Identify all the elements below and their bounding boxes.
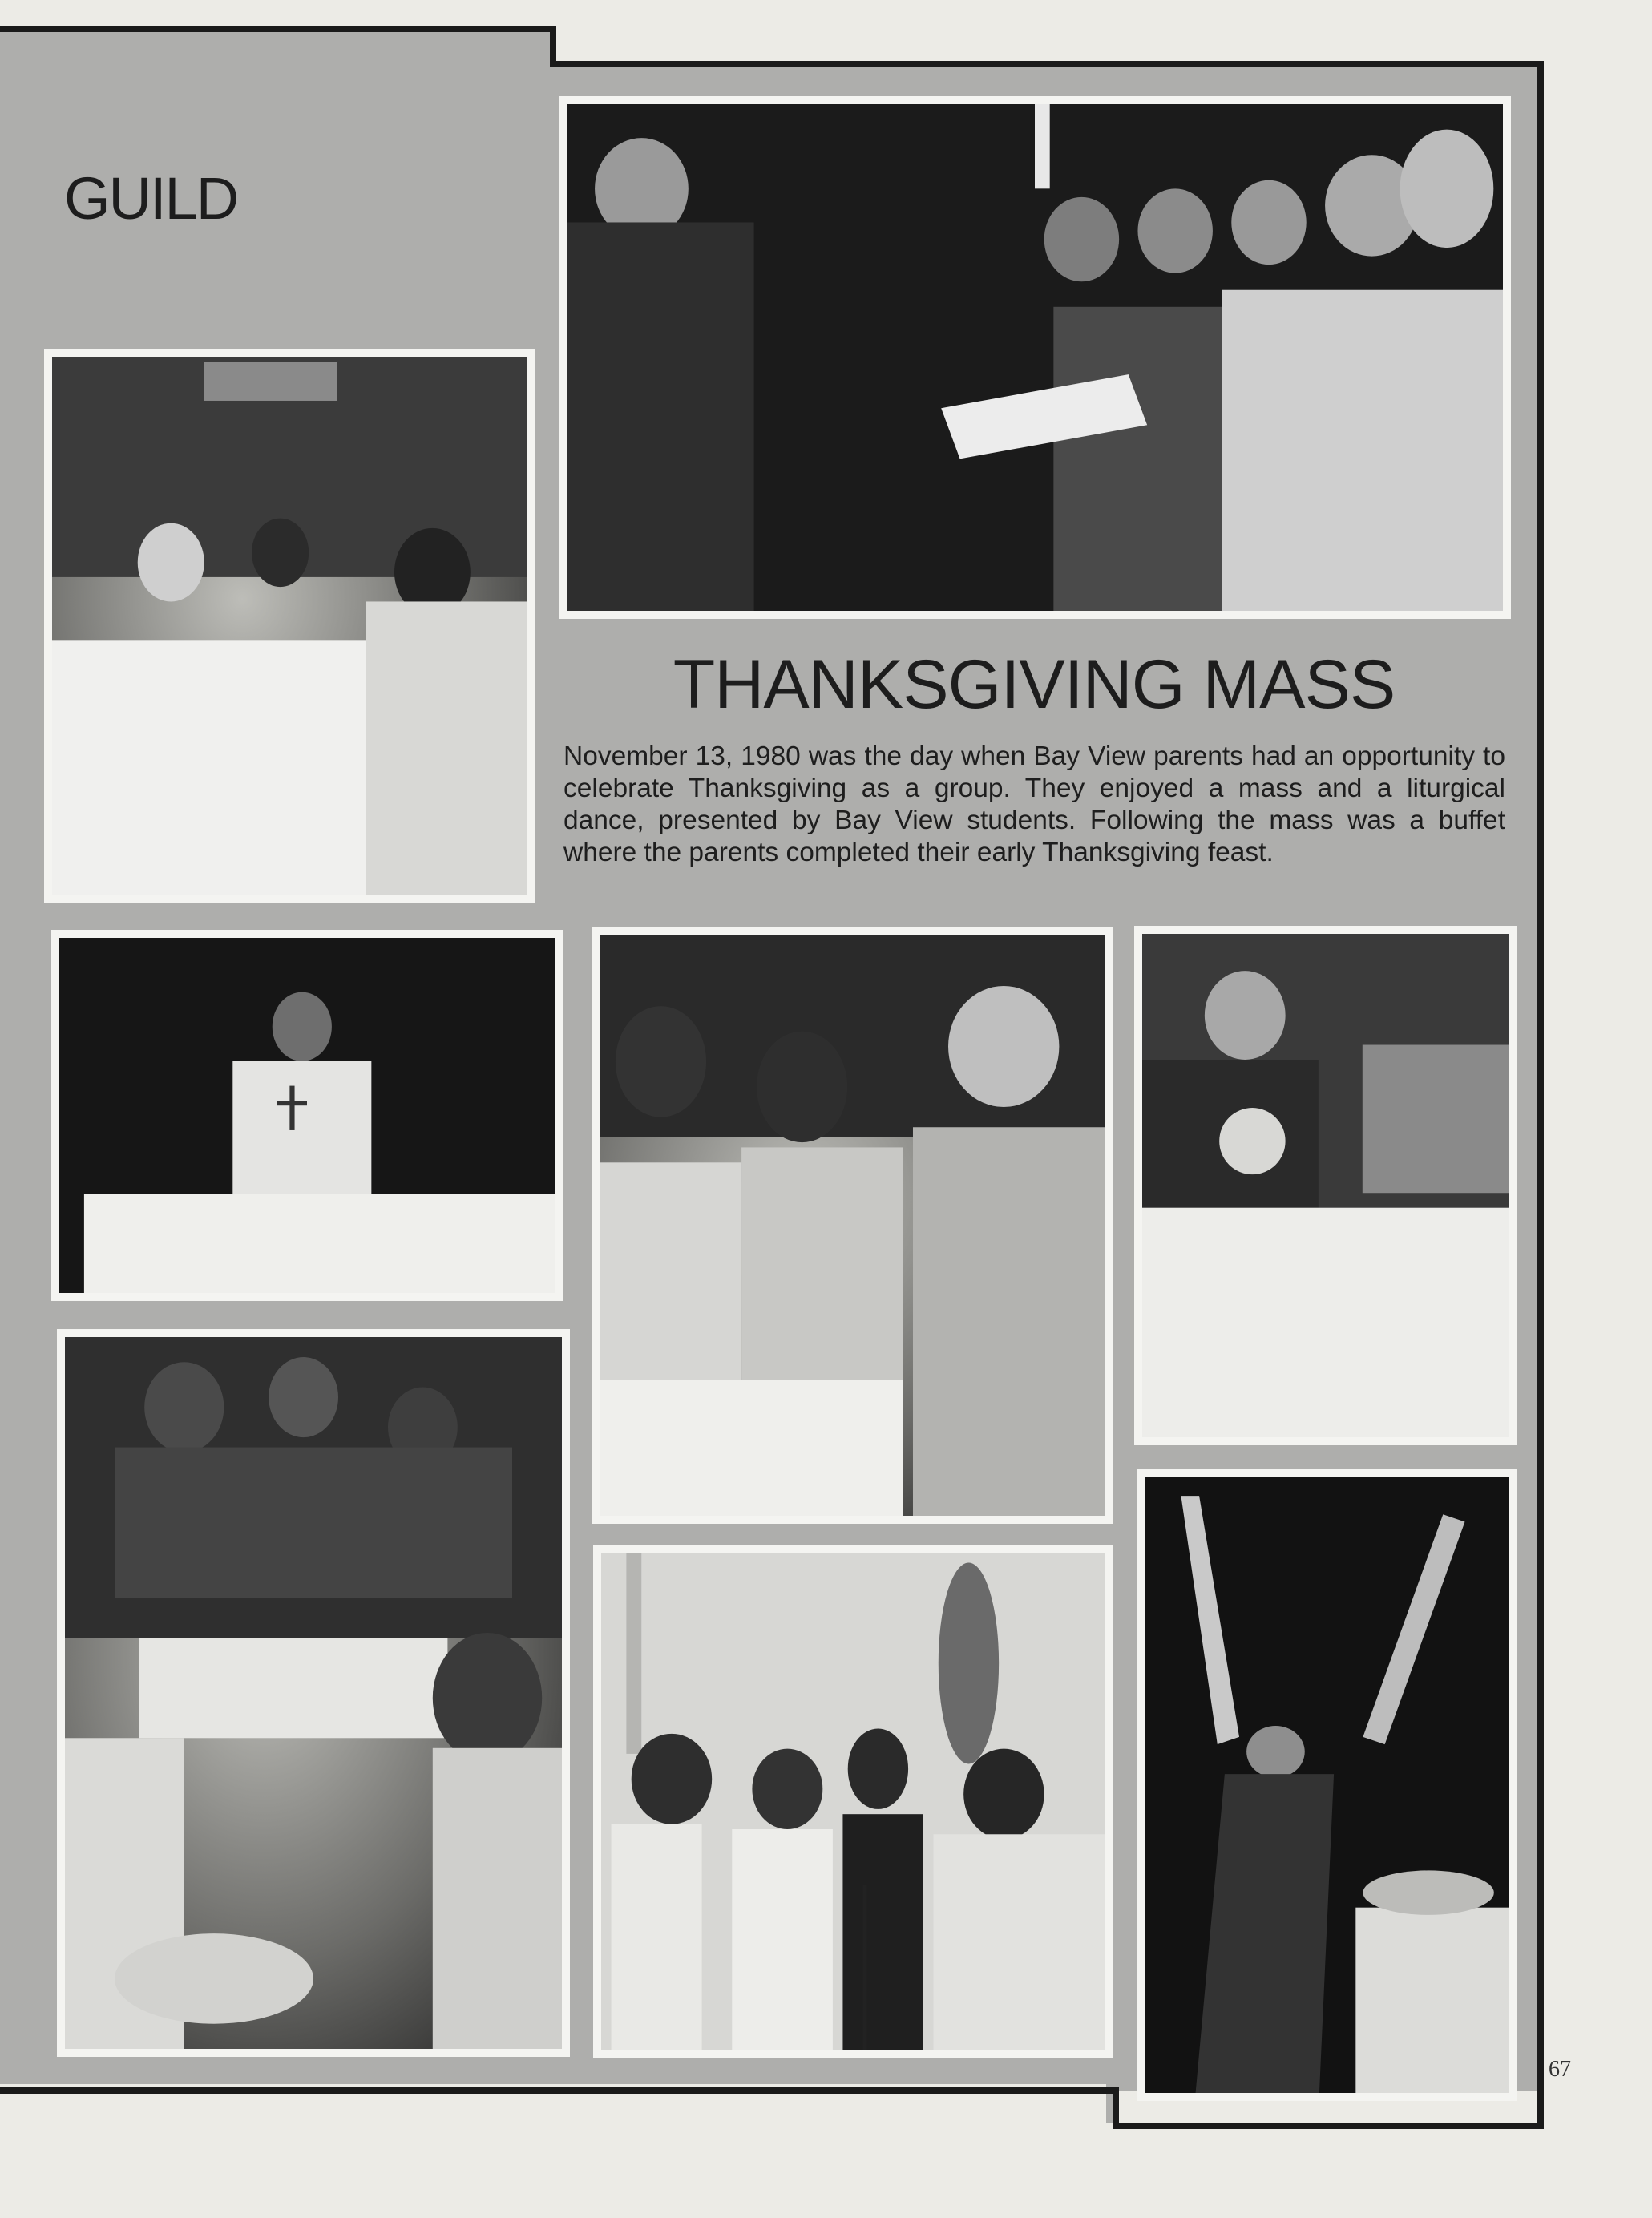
page-number: 67	[1549, 2057, 1571, 2082]
article-body: November 13, 1980 was the day when Bay View parents had an opportunity to celebrate Thanksgiving as a group. They enjoyed a mass and a liturgical dance, presented by Bay View students. Following the mass was a buffet where the parents completed their early Thanksgiving feast.	[563, 741, 1505, 867]
photo-women-table	[592, 927, 1113, 1524]
photo-guild-dinner	[44, 349, 535, 903]
photo-liturgical-dancer	[1137, 1469, 1517, 2101]
photo-woman-flowers	[1134, 926, 1517, 1445]
headline: THANKSGIVING MASS	[673, 646, 1396, 723]
photo-buffet-crowd	[57, 1329, 570, 2057]
section-label: GUILD	[64, 165, 238, 232]
photo-student-singers	[593, 1545, 1113, 2058]
photo-priest-altar	[51, 930, 563, 1301]
photo-choir	[559, 96, 1511, 619]
